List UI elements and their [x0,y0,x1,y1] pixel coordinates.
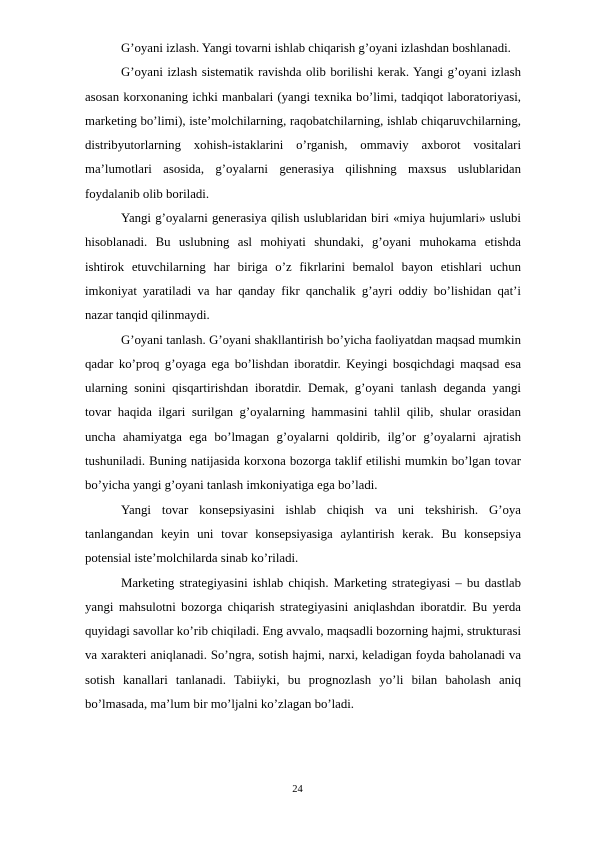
page-number: 24 [292,784,303,795]
paragraph-idea-selection: G’oyani tanlash. G’oyani shakllantirish bo’yicha faoliyatdan maqsad mumkin qadar ko’proq g’oyaga ega bo’lishdan iboratdir. Keyingi bosqichdagi maqsad esa ularning sonini qisqartirishdan iboratdir. Demak, g’oyani tanlash deganda yangi tovar haqida ilgari surilgan g’oyalarning hammasini tahlil qilib, shular orasidan uncha ahamiyatga ega bo’lmagan g’oyalarni qoldirib, ilg’or g’oyalarni ajratish tushuniladi. Buning natijasida korxona bozorga taklif etilishi mumkin bo’lgan tovar bo’yicha yangi g’oyani tanlash imkoniyatiga ega bo’ladi. [85,332,521,493]
paragraph-brainstorming: Yangi g’oyalarni generasiya qilish uslublaridan biri «miya hujumlari» uslubi hisoblanadi. Bu uslubning asl mohiyati shundaki, g’oyani muhokama etishda ishtirok etuvchilarning har biriga o’z fikrlarini bemalol bayon etishlari uchun imkoniyat yaratiladi va har qanday fikr qanchalik g’ayri oddiy bo’lishidan qat’i nazar tanqid qilinmaydi. [85,211,521,323]
paragraph-idea-search-sources: G’oyani izlash sistematik ravishda olib borilishi kerak. Yangi g’oyani izlash asosan korxonaning ichki manbalari (yangi texnika bo’limi, tadqiqot laboratoriyasi, marketing bo’limi), iste’molchilarning, raqobatchilarning, ishlab chiqaruvchilarning, distribyutorlarning xohish-istaklarini o’rganish, ommaviy axborot vositalari ma’lumotlari asosida, g’oyalarni generasiya qilishning maxsus uslublaridan foydalanib olib boriladi. [85,65,521,201]
paragraph-idea-search-intro: G’oyani izlash. Yangi tovarni ishlab chiqarish g’oyani izlashdan boshlanadi. [121,41,511,55]
paragraph-marketing-strategy: Marketing strategiyasini ishlab chiqish. Marketing strategiyasi – bu dastlab yangi mahsulotni bozorga chiqarish strategiyasini aniqlashdan iboratdir. Bu yerda quyidagi savollar ko’rib chiqiladi. Eng avvalo, maqsadli bozorning hajmi, strukturasi va xarakteri aniqlanadi. So’ngra, sotish hajmi, narxi, keladigan foyda baholanadi va sotish kanallari tanlanadi. Tabiiyki, bu prognozlash yo’li bilan baholash aniq bo’lmasada, ma’lum bir mo’ljalni ko’zlagan bo’ladi. [85,575,521,712]
document-body [85,36,521,716]
paragraph-concept-development: Yangi tovar konsepsiyasini ishlab chiqish va uni tekshirish. G’oya tanlangandan keyin uni tovar konsepsiyasiga aylantirish kerak. Bu konsepsiya potensial iste’molchilarda sinab ko’riladi. [85,502,521,566]
